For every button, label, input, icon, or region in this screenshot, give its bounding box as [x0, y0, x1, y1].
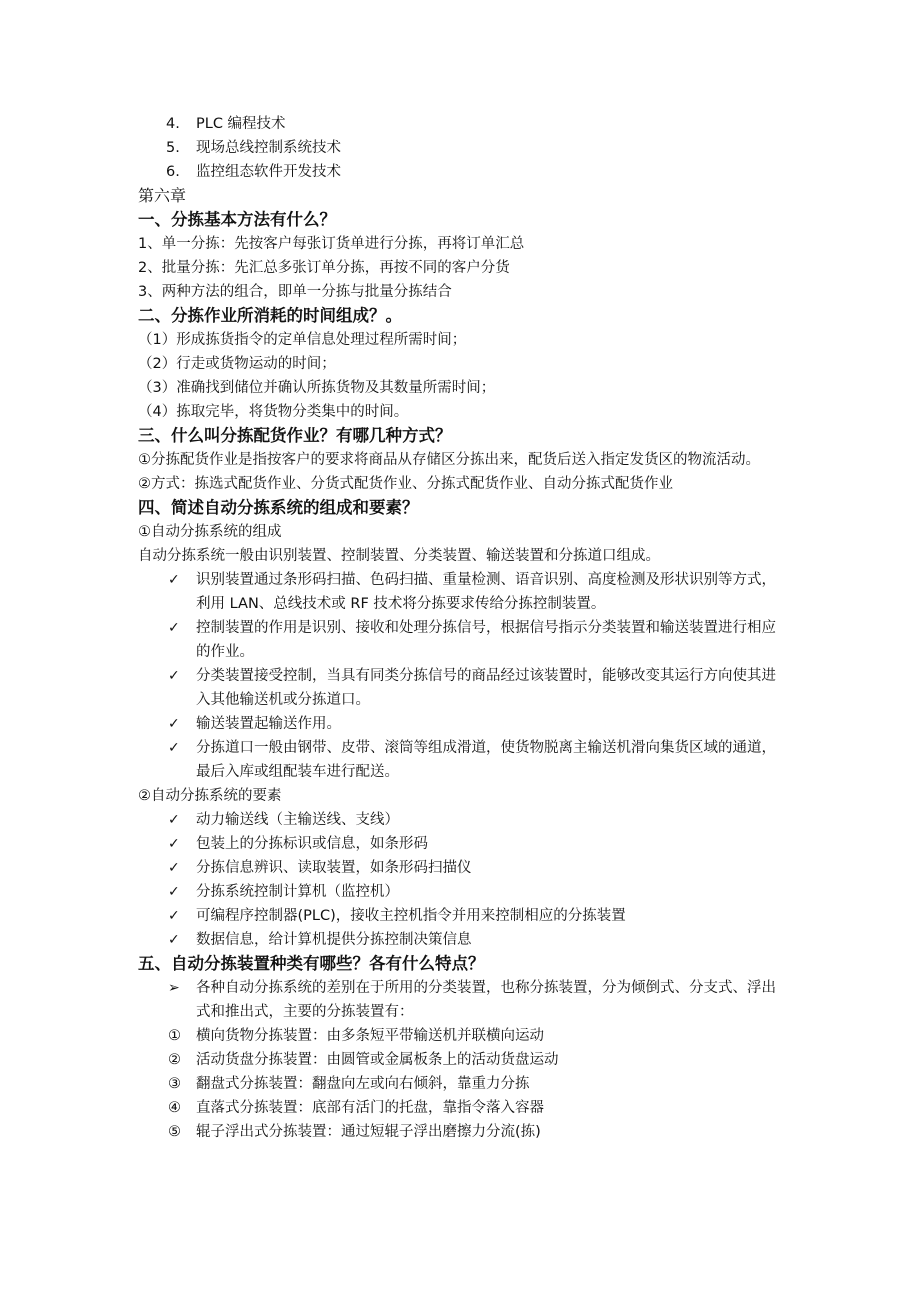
bullet-text: 分拣道口一般由钢带、皮带、滚筒等组成滑道，使货物脱离主输送机滑向集货区域的通道，最后入库或组配装车进行配送。 [196, 740, 776, 780]
bullet-text: 控制装置的作用是识别、接收和处理分拣信号，根据信号指示分类装置和输送装置进行相应的作业。 [196, 620, 776, 660]
check-bullet [138, 832, 784, 856]
check-bullet [138, 664, 784, 712]
list-item [138, 112, 784, 136]
list-item [138, 1048, 784, 1072]
arrow-icon: ➢ [168, 980, 180, 996]
check-bullet [138, 808, 784, 832]
circled-number: ① [168, 1028, 181, 1044]
list-item [138, 1024, 784, 1048]
subheading: ②自动分拣系统的要素 [138, 788, 282, 804]
text-line: （1）形成拣货指令的定单信息处理过程所需时间； [138, 332, 467, 348]
check-bullet [138, 928, 784, 952]
check-bullet [138, 568, 784, 616]
list-text: 翻盘式分拣装置：翻盘向左或向右倾斜，靠重力分拣 [196, 1076, 530, 1092]
paragraph: ①分拣配货作业是指按客户的要求将商品从存储区分拣出来，配货后送入指定发货区的物流活动。 [138, 452, 760, 468]
list-item [138, 1096, 784, 1120]
list-number: 4. [166, 116, 180, 132]
checkmark-icon: ✓ [168, 860, 180, 876]
check-bullet [138, 856, 784, 880]
text-line: ②方式：拣选式配货作业、分货式配货作业、分拣式配货作业、自动分拣式配货作业 [138, 476, 673, 492]
list-text: 活动货盘分拣装置：由圆管或金属板条上的活动货盘运动 [196, 1052, 559, 1068]
list-text: PLC 编程技术 [196, 116, 286, 132]
text-line: 自动分拣系统一般由识别装置、控制装置、分类装置、输送装置和分拣道口组成。 [138, 548, 660, 564]
checkmark-icon: ✓ [168, 836, 180, 852]
text-line: 3、两种方法的组合，即单一分拣与批量分拣结合 [138, 284, 452, 300]
checkmark-icon: ✓ [168, 932, 180, 948]
subheading: ①自动分拣系统的组成 [138, 524, 282, 540]
text-line: 2、批量分拣：先汇总多张订单分拣，再按不同的客户分货 [138, 260, 510, 276]
check-bullet [138, 880, 784, 904]
text-line: （4）拣取完毕，将货物分类集中的时间。 [138, 404, 409, 420]
check-bullet [138, 712, 784, 736]
list-text: 直落式分拣装置：底部有活门的托盘，靠指令落入容器 [196, 1100, 544, 1116]
check-bullet [138, 616, 784, 664]
bullet-text: 分类装置接受控制，当具有同类分拣信号的商品经过该装置时，能够改变其运行方向使其进入其他输送机或分拣道口。 [196, 668, 776, 708]
bullet-text: 分拣信息辨识、读取装置，如条形码扫描仪 [196, 860, 472, 876]
chapter-title: 第六章 [138, 186, 187, 205]
text-line: 1、单一分拣：先按客户每张订货单进行分拣，再将订单汇总 [138, 236, 525, 252]
section-heading-5: 五、自动分拣装置种类有哪些？各有什么特点？ [138, 954, 485, 973]
section-heading-1: 一、分拣基本方法有什么？ [138, 210, 336, 229]
checkmark-icon: ✓ [168, 812, 180, 828]
list-text: 横向货物分拣装置：由多条短平带输送机并联横向运动 [196, 1028, 544, 1044]
bullet-text: 输送装置起输送作用。 [196, 716, 341, 732]
checkmark-icon: ✓ [168, 620, 180, 636]
bullet-text: 分拣系统控制计算机（监控机） [196, 884, 399, 900]
circled-number: ③ [168, 1076, 181, 1092]
list-text: 现场总线控制系统技术 [196, 140, 341, 156]
document-body [138, 112, 784, 1144]
bullet-text: 动力输送线（主输送线、支线） [196, 812, 399, 828]
checkmark-icon: ✓ [168, 572, 180, 588]
bullet-text: 包装上的分拣标识或信息，如条形码 [196, 836, 428, 852]
section-heading-2: 二、分拣作业所消耗的时间组成？。 [138, 306, 402, 325]
arrow-bullet [138, 976, 784, 1024]
circled-number: ⑤ [168, 1124, 181, 1140]
section-heading-3: 三、什么叫分拣配货作业？有哪几种方式？ [138, 426, 452, 445]
section-heading-4: 四、简述自动分拣系统的组成和要素？ [138, 498, 419, 517]
check-bullet [138, 904, 784, 928]
list-number: 6. [166, 164, 180, 180]
check-bullet [138, 736, 784, 784]
text-line: （2）行走或货物运动的时间； [138, 356, 336, 372]
checkmark-icon: ✓ [168, 716, 180, 732]
list-text: 监控组态软件开发技术 [196, 164, 341, 180]
bullet-text: 可编程序控制器(PLC)，接收主控机指令并用来控制相应的分拣装置 [196, 908, 626, 924]
checkmark-icon: ✓ [168, 908, 180, 924]
bullet-text: 数据信息，给计算机提供分拣控制决策信息 [196, 932, 472, 948]
list-text: 辊子浮出式分拣装置：通过短辊子浮出磨擦力分流(拣) [196, 1124, 541, 1140]
list-item [138, 1120, 784, 1144]
checkmark-icon: ✓ [168, 668, 180, 684]
circled-number: ④ [168, 1100, 181, 1116]
text-line: （3）准确找到储位并确认所拣货物及其数量所需时间； [138, 380, 496, 396]
bullet-text: 识别装置通过条形码扫描、色码扫描、重量检测、语音识别、高度检测及形状识别等方式，利用 LAN、总线技术或 RF 技术将分拣要求传给分拣控制装置。 [196, 572, 776, 612]
list-number: 5. [166, 140, 180, 156]
list-item [138, 136, 784, 160]
bullet-text: 各种自动分拣系统的差别在于所用的分类装置，也称分拣装置，分为倾倒式、分支式、浮出式和推出式，主要的分拣装置有： [196, 980, 776, 1020]
circled-number: ② [168, 1052, 181, 1068]
list-item [138, 160, 784, 184]
checkmark-icon: ✓ [168, 740, 180, 756]
list-item [138, 1072, 784, 1096]
checkmark-icon: ✓ [168, 884, 180, 900]
